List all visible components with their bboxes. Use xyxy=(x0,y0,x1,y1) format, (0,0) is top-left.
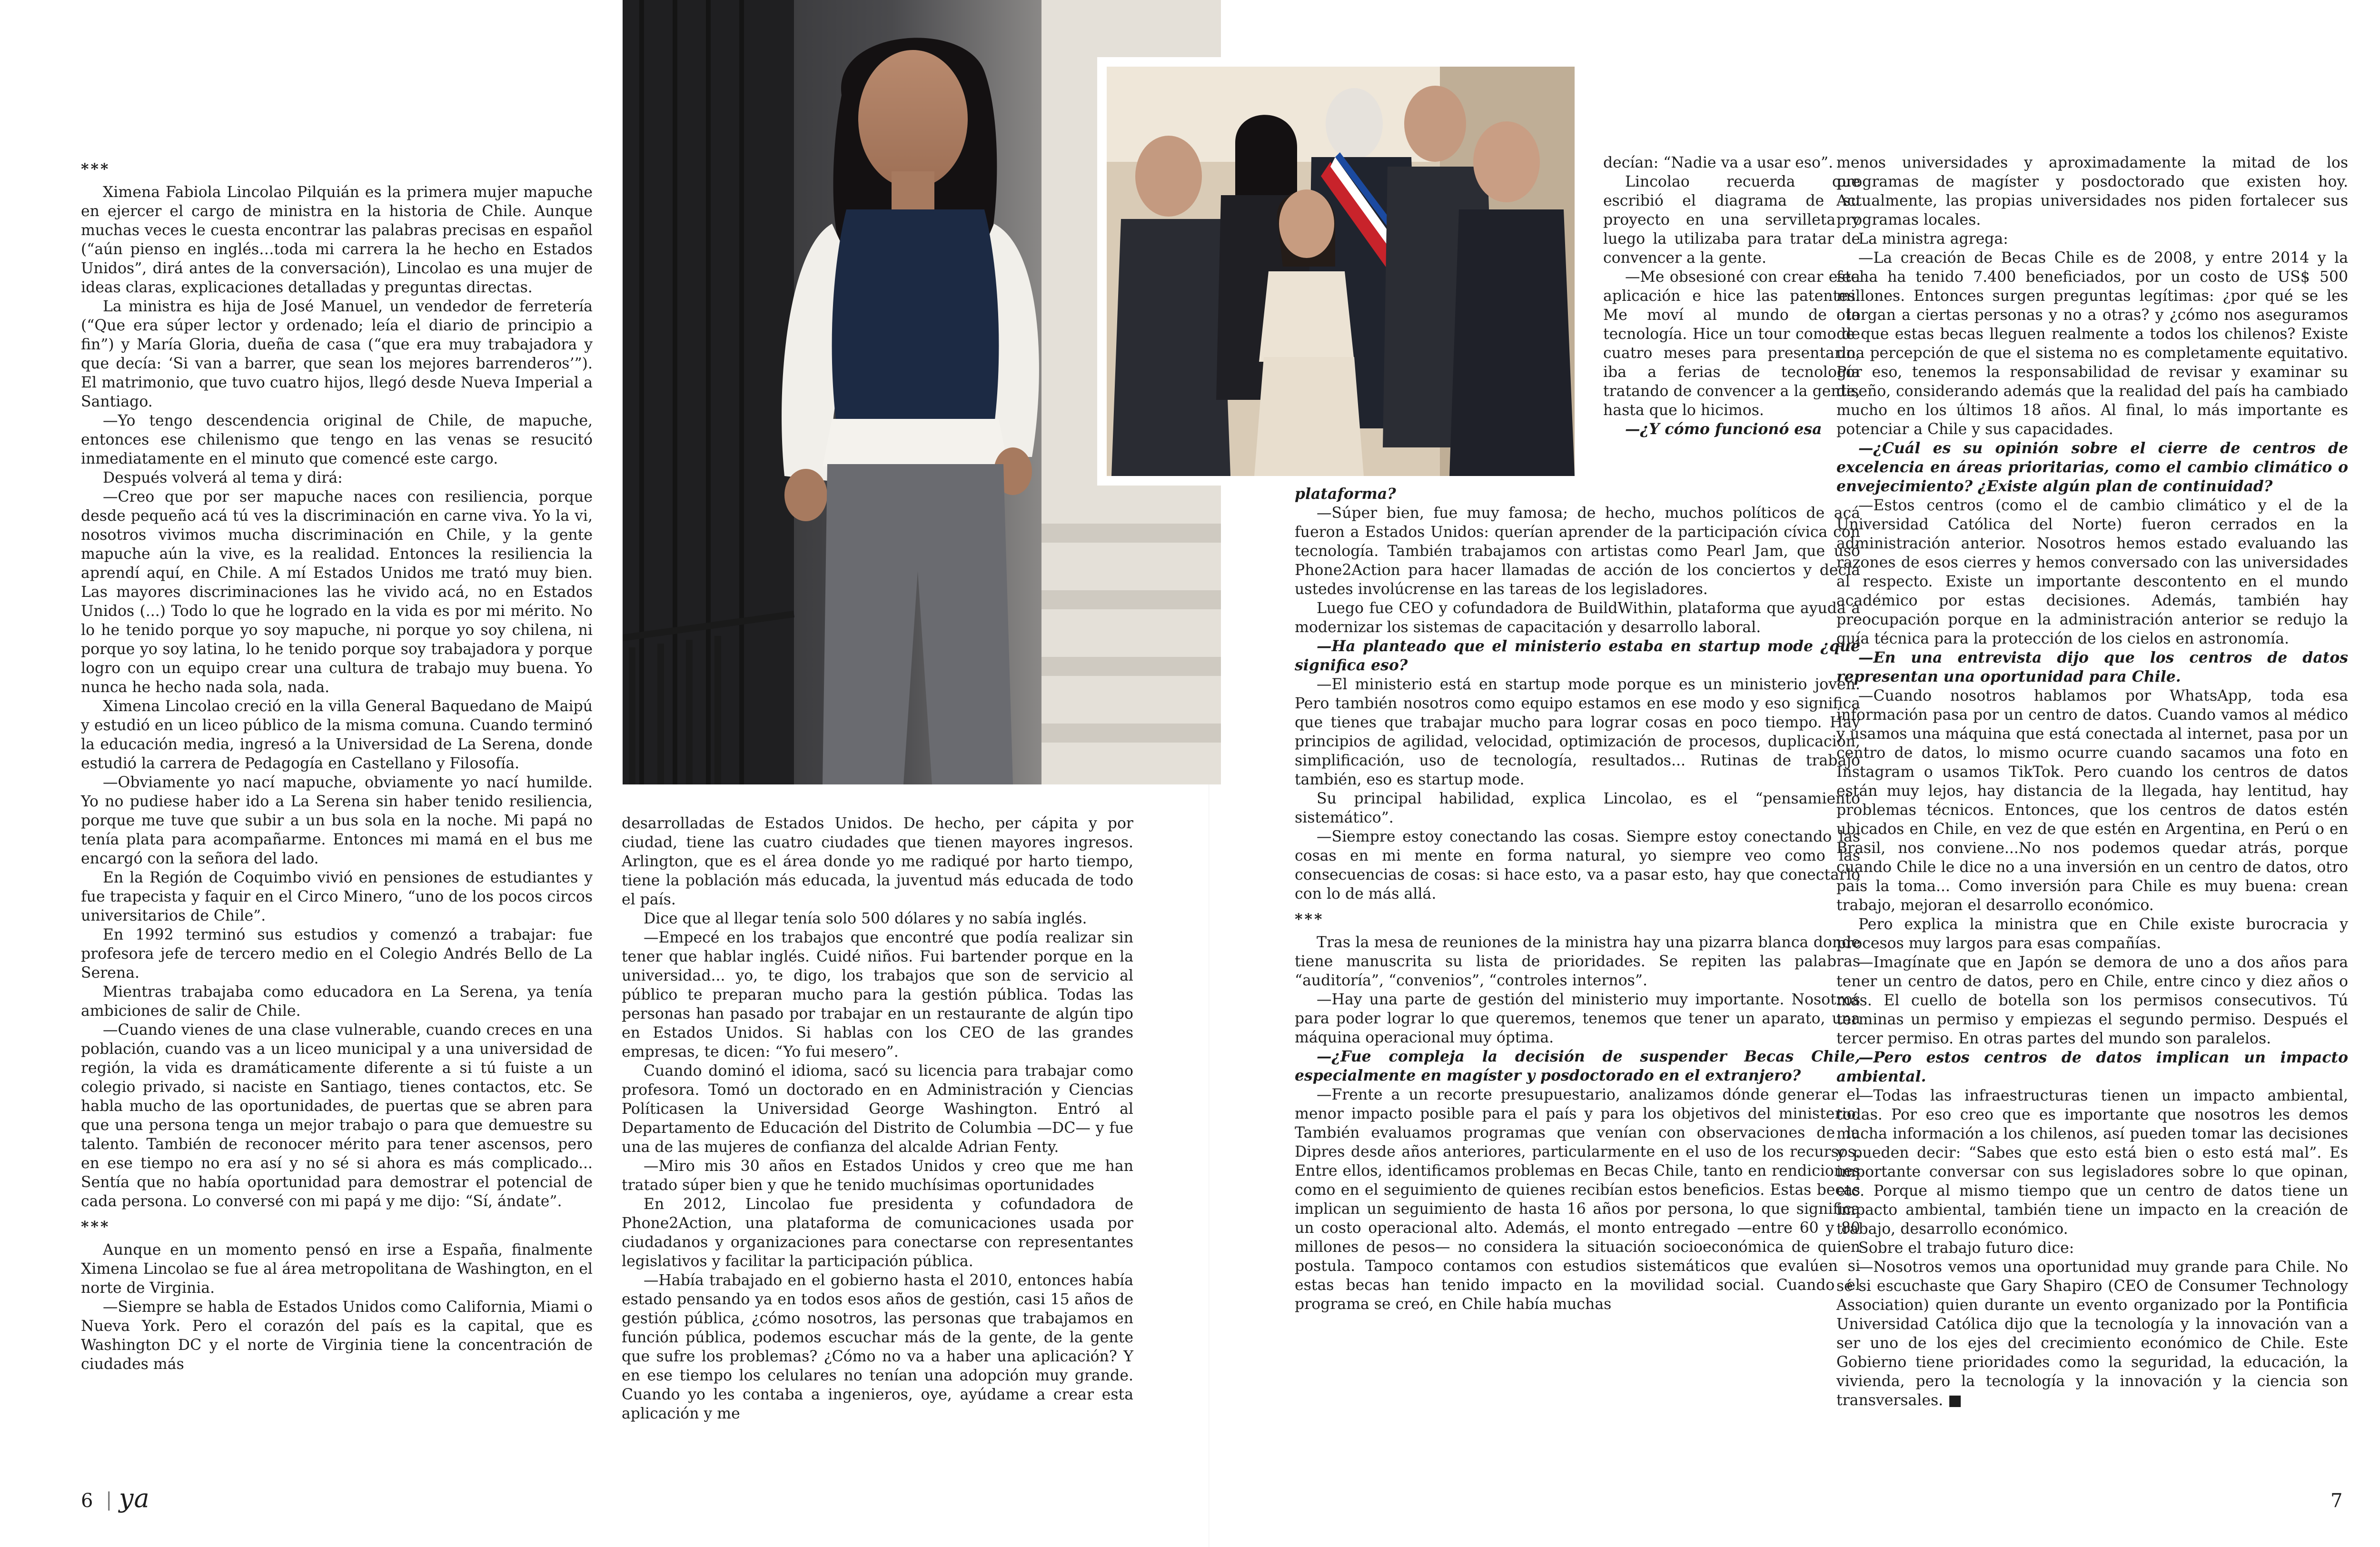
paragraph: Ximena Fabiola Lincolao Pilquián es la primera mujer mapuche en ejercer el cargo de ministra en la historia de Chile. Aunque muchas veces le cuesta encontrar las palabras precisas en español (“aún pienso en inglés…toda mi carrera la he hecho en Estados Unidos”, dirá antes de la conversación), Lincolao es una mujer de ideas claras, explicaciones detalladas y preguntas directas. xyxy=(81,184,593,296)
paragraph: —Hay una parte de gestión del ministerio muy importante. Nosotros para poder lograr lo que queremos, tenemos que tener un aparato, una máquina operacional muy óptima. xyxy=(1295,991,1860,1046)
paragraph: Dice que al llegar tenía solo 500 dólares y no sabía inglés. xyxy=(644,910,1087,927)
paragraph: —Siempre estoy conectando las cosas. Siempre estoy conectando las cosas en mi mente en forma natural, yo siempre veo como las consecuencias de cosas: si hace esto, va a pasar esto, hay que conectarlo con lo de más allá. xyxy=(1295,828,1860,902)
paragraph: Sobre el trabajo futuro dice: xyxy=(1858,1240,2074,1257)
paragraph: En la Región de Coquimbo vivió en pensiones de estudiantes y fue trapecista y faquir en el Circo Minero, “uno de los pocos circos universitarios de Chile”. xyxy=(81,869,593,924)
page-number-left: 6 xyxy=(81,1490,93,1512)
section-break: *** xyxy=(81,1218,110,1236)
paragraph: Su principal habilidad, explica Lincolao, es el “pensamiento sistemático”. xyxy=(1295,790,1860,826)
paragraph: —Cuando nosotros hablamos por WhatsApp, toda esa información pasa por un centro de datos. Cuando vamos al médico y usamos una máquina que está conectada al internet, pasa por un centro de datos, lo mismo ocurre cuando sacamos una foto en Instagram o usamos TikTok. Pero cuando los centros de datos están muy lejos, hay distancia de la llegada, hay lentitud, hay problemas técnicos. Entonces, que los centros de datos estén ubicados en Chile, en vez de que estén en Argentina, en Perú o en Brasil, nos conviene...No nos podemos quedar atrás, porque cuando Chile le dice no a una inversión en un centro de datos, otro país la toma... Como inversión para Chile es muy buena: crean trabajo, mejoran el desarrollo económico. xyxy=(1836,687,2348,914)
paragraph: —Yo tengo descendencia original de Chile, de mapuche, entonces ese chilenismo que tengo en las venas se resucitó inmediatamente en el minuto que comencé este cargo. xyxy=(81,412,593,467)
paragraph: —Estos centros (como el de cambio climático y el de la Universidad Católica del Norte) fueron cerrados en la administración anterior. Nosotros hemos estado evaluando las razones de esos cierres y hemos conversado con las universidades al respecto. Existe un importante descontento en el mundo académico por estas decisiones. Además, también hay preocupación porque en la administración anterior se redujo la guía técnica para la protección de los cielos en astronomía. xyxy=(1836,497,2348,647)
interview-question: —¿Fue compleja la decisión de suspender Becas Chile, especialmente en magíster y posdoctorado en el extranjero? xyxy=(1295,1048,1860,1084)
section-break: *** xyxy=(1295,911,1324,928)
section-break: *** xyxy=(81,160,110,178)
page-number-right: 7 xyxy=(2330,1490,2343,1512)
paragraph: En 1992 terminó sus estudios y comenzó a trabajar: fue profesora jefe de tercero medio en el Colegio Andrés Bello de La Serena. xyxy=(81,926,593,982)
paragraph: Tras la mesa de reuniones de la ministra hay una pizarra blanca donde tiene manuscrita su lista de prioridades. Se repiten las palabras “auditoría”, “convenios”, “controles internos”. xyxy=(1295,934,1860,989)
article-column-2 xyxy=(622,814,1133,1423)
group-illustration xyxy=(1107,67,1575,476)
paragraph: —Me obsesioné con crear esta aplicación e hice las patentes. Me moví al mundo de la tecnología. Hice un tour como de cuatro meses para presentarlo, iba a ferias de tecnología tratando de convencer a la gente, hasta que lo hicimos. xyxy=(1603,268,1860,419)
paragraph: —Obviamente yo nací mapuche, obviamente yo nací humilde. Yo no pudiese haber ido a La Serena sin haber tenido resiliencia, porque me tuve que subir a un bus sola en la noche. Mi papá no tenía plata para acompañarme. Entonces mi mamá en el bus me encargó con la señora del lado. xyxy=(81,774,593,867)
interview-question: —En una entrevista dijo que los centros de datos representan una oportunidad para Chile. xyxy=(1836,649,2348,685)
paragraph: —Todas las infraestructuras tienen un impacto ambiental, todas. Por eso creo que es importante que nosotros les demos mucha información a los chilenos, así pueden tomar las decisiones y pueden decir: “Sabes que esto está bien o esto está mal”. Es importante conversar con sus legisladores sobre lo que opinan, etc. Porque al mismo tiempo que un centro de datos tiene un impacto ambiental, también tiene un impacto en la creación de trabajo, desarrollo económico. xyxy=(1836,1087,2348,1238)
paragraph: Luego fue CEO y cofundadora de BuildWithin, plataforma que ayuda a modernizar los sistemas de capacitación y desarrollo laboral. xyxy=(1295,600,1860,636)
paragraph: —Nosotros vemos una oportunidad muy grande para Chile. No sé si escuchaste que Gary Shapiro (CEO de Consumer Technology Association) quien durante un evento organizado por la Pontificia Universidad Católica dijo que la tecnología y la innovación van a ser uno de los ejes del crecimiento económico de Chile. Este Gobierno tiene prioridades como la seguridad, la educación, la vivienda, pero la tecnología y la innovación y la ciencia son transversales. ■ xyxy=(1836,1259,2348,1409)
paragraph: Ximena Lincolao creció en la villa General Baquedano de Maipú y estudió en un liceo público de la misma comuna. Cuando terminó la educación media, ingresó a la Universidad de La Serena, donde estudió la carrera de Pedagogía en Castellano y Filosofía. xyxy=(81,698,593,772)
paragraph: menos universidades y aproximadamente la mitad de los programas de magíster y posdoctorado que existen hoy. Actualmente, las propias universidades nos piden fortalecer sus programas locales. xyxy=(1836,154,2348,228)
paragraph: La ministra agrega: xyxy=(1858,230,2008,248)
interview-question: —Ha planteado que el ministerio estaba en startup mode ¿qué significa eso? xyxy=(1295,637,1860,674)
article-column-3-top xyxy=(1603,153,1860,439)
paragraph: —Siempre se habla de Estados Unidos como California, Miami o Nueva York. Pero el corazón del país es la capital, que es Washington DC y el norte de Virginia tiene la concentración de ciudades más xyxy=(81,1299,593,1373)
interview-question: —Pero estos centros de datos implican un impacto ambiental. xyxy=(1836,1049,2348,1085)
interview-question: —¿Cuál es su opinión sobre el cierre de centros de excelencia en áreas prioritarias, como el cambio climático o envejecimiento? ¿Existe algún plan de continuidad? xyxy=(1836,439,2348,495)
paragraph: —Súper bien, fue muy famosa; de hecho, muchos políticos de acá fueron a Estados Unidos: querían aprender de la participación cívica con tecnología. También trabajamos con artistas como Pearl Jam, que usó Phone2Action para hacer llamadas de acción de los conciertos y decía ustedes involúcrense en las tareas de los legisladores. xyxy=(1295,505,1860,598)
group-ceremony-photo xyxy=(1107,67,1575,476)
article-column-1 xyxy=(81,153,593,1374)
paragraph: Aunque en un momento pensó en irse a España, finalmente Ximena Lincolao se fue al área metropolitana de Washington, en el norte de Virginia. xyxy=(81,1241,593,1297)
interview-question: —¿Y cómo funcionó esa xyxy=(1625,420,1822,438)
paragraph: —Miro mis 30 años en Estados Unidos y creo que me han tratado súper bien y que he tenido muchísimas oportunidades xyxy=(622,1158,1133,1194)
paragraph: Lincolao recuerda que escribió el diagrama de su proyecto en una servilleta y luego la utilizaba para tratar de convencer a la gente. xyxy=(1603,173,1860,267)
article-column-4 xyxy=(1836,153,2348,1410)
paragraph: —Imagínate que en Japón se demora de uno a dos años para tener un centro de datos, pero en Chile, entre cinco y diez años o más. El cuello de botella son los permisos consecutivos. Tú terminas un permiso y empiezas el segundo permiso. Después el tercer permiso. En otras partes del mundo son paralelos. xyxy=(1836,954,2348,1047)
paragraph: —Creo que por ser mapuche naces con resiliencia, porque desde pequeño acá tú ves la discriminación en carne viva. Yo la vi, nosotros vivimos mucha discriminación en Chile, y la gente mapuche aún la vive, es la realidad. Entonces la resiliencia la aprendí aquí, en Chile. A mí Estados Unidos me trató muy bien. Las mayores discriminaciones las he vivido acá, no en Estados Unidos (...) Todo lo que he logrado en la vida es por mi mérito. No lo he tenido porque yo soy mapuche, ni porque yo soy chilena, ni porque yo soy latina, lo he tenido porque soy trabajadora y porque logro con un equipo crear una cultura de trabajo muy buena. Yo nunca he hecho nada sola, nada. xyxy=(81,488,593,696)
paragraph: —Había trabajado en el gobierno hasta el 2010, entonces había estado pensando ya en todos esos años de gestión, casi 15 años de gestión pública, ¿cómo nosotros, las personas que trabajamos en función pública, podemos escuchar más de la gente, de la gente que sufre los problemas? ¿Cómo no va a haber una aplicación? Y en ese tiempo los celulares no tenían una adopción muy grande. Cuando yo les contaba a ingenieros, oye, ayúdame a crear esta aplicación y me xyxy=(622,1272,1133,1422)
paragraph: desarrolladas de Estados Unidos. De hecho, per cápita y por ciudad, tiene las cuatro ciudades que tienen mayores ingresos. Arlington, que es el área donde yo me radiqué por harto tiempo, tiene la población más educada, la juventud más educada de todo el país. xyxy=(622,815,1133,908)
article-column-3 xyxy=(1295,485,1860,1314)
paragraph: Cuando dominó el idioma, sacó su licencia para trabajar como profesora. Tomó un doctorado en en Administración y Ciencias Políticasen la Universidad George Washington. Entró al Departamento de Educación del Distrito de Columbia —DC— y fue una de las mujeres de confianza del alcalde Adrian Fenty. xyxy=(622,1062,1133,1156)
paragraph: Mientras trabajaba como educadora en La Serena, ya tenía ambiciones de salir de Chile. xyxy=(81,983,593,1020)
paragraph: —La creación de Becas Chile es de 2008, y entre 2014 y la fecha ha tenido 7.400 beneficiados, por un costo de US$ 500 millones. Entonces surgen preguntas legítimas: ¿por qué se les otorgan a ciertas personas y no a otras? y ¿cómo nos aseguramos de que estas becas lleguen realmente a todos los chilenos? Existe una percepción de que el sistema no es completamente equitativo. Por eso, tenemos la responsabilidad de revisar y examinar su diseño, considerando además que la realidad del país ha cambiado mucho en los últimos 18 años. Al final, lo más importante es potenciar a Chile y sus capacidades. xyxy=(1836,249,2348,438)
interview-question: plataforma? xyxy=(1295,485,1396,503)
paragraph: —Frente a un recorte presupuestario, analizamos dónde generar el menor impacto posible para el país y para los objetivos del ministerio. También evaluamos programas que venían con observaciones de la Dipres desde años anteriores, particularmente en el uso de los recursos. Entre ellos, identificamos problemas en Becas Chile, tanto en rendiciones como en el seguimiento de quienes recibían estos beneficios. Estas becas implican un seguimiento de hasta 16 años por persona, lo que significa un costo operacional alto. Además, el monto entregado —entre 60 y 80 millones de pesos— no considera la situación socioeconómica de quien postula. Tampoco contamos con estudios sistemáticos que evalúen si estas becas han tenido impacto en la movilidad social. Cuando el programa se creó, en Chile había muchas xyxy=(1295,1086,1860,1313)
paragraph: En 2012, Lincolao fue presidenta y cofundadora de Phone2Action, una plataforma de comunicaciones usada por ciudadanos y organizaciones para conectarse con representantes legislativos y facilitar la participación pública. xyxy=(622,1196,1133,1270)
paragraph: —El ministerio está en startup mode porque es un ministerio joven. Pero también nosotros como equipo estamos en ese modo y eso significa que tienes que trabajar mucho para lograr cosas en poco tiempo. Hay principios de agilidad, velocidad, optimización de procesos, duplicación, simplificación, uso de tecnología, resultados... Rutinas de trabajo también, eso es startup mode. xyxy=(1295,676,1860,788)
paragraph: Pero explica la ministra que en Chile existe burocracia y procesos muy largos para esas compañías. xyxy=(1836,916,2348,952)
paragraph: La ministra es hija de José Manuel, un vendedor de ferretería (“Que era súper lector y ordenado; leía el diario de principio a fin”) y María Gloria, dueña de casa (“que era muy trabajadora y que decía: ‘Si van a barrer, que sean los mejores barrenderos’”). El matrimonio, que tuvo cuatro hijos, llegó desde Nueva Imperial a Santiago. xyxy=(81,298,593,410)
paragraph: decían: “Nadie va a usar eso”. xyxy=(1603,154,1834,171)
folio-separator: | xyxy=(106,1489,112,1511)
magazine-logo: ya xyxy=(119,1483,150,1513)
paragraph: —Empecé en los trabajos que encontré que podía realizar sin tener que hablar inglés. Cuidé niños. Fui bartender porque en la universidad... yo, te digo, los trabajos que son de servicio al público te preparan mucho para la gestión pública. Todas las personas han pasado por trabajar en un restaurante de algún tipo en Estados Unidos. Si hablas con los CEO de las grandes empresas, te dicen: “Yo fui mesero”. xyxy=(622,929,1133,1061)
paragraph: Después volverá al tema y dirá: xyxy=(103,469,343,486)
paragraph: —Cuando vienes de una clase vulnerable, cuando creces en una población, cuando vas a un liceo municipal y a una universidad de región, la vida es dramáticamente diferente a si tú fuiste a un colegio privado, si naciste en Santiago, tienes contactos, etc. Se habla mucho de las oportunidades, de puertas que se abren para que una persona tenga un mejor trabajo o para que demuestre su talento. También de reconocer mérito para tener ascensos, pero en ese tiempo no era así y no sé si ahora es más complicado... Sentía que no había oportunidad para demostrar el potencial de cada persona. Lo conversé con mi papá y me dijo: “Sí, ándate”. xyxy=(81,1021,593,1210)
